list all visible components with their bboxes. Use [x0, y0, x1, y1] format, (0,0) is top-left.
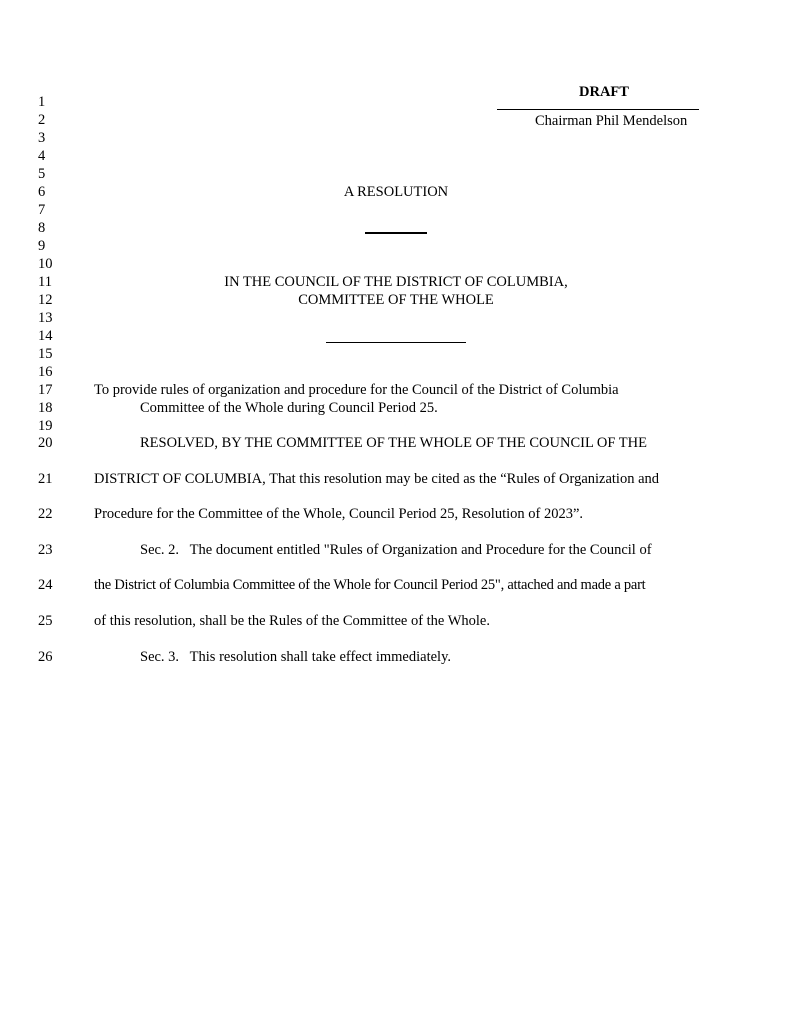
sec3-line: Sec. 3. This resolution shall take effect immediately. [140, 649, 451, 665]
line-number: 11 [38, 274, 52, 290]
line-number: 3 [38, 130, 46, 146]
purpose-line-2: Committee of the Whole during Council Period 25. [140, 400, 438, 416]
line-number: 15 [38, 346, 53, 362]
council-heading-line-2: COMMITTEE OF THE WHOLE [298, 292, 494, 308]
resolved-line-2: DISTRICT OF COLUMBIA, That this resolution may be cited as the “Rules of Organization and [94, 471, 660, 487]
line-number: 26 [38, 649, 53, 665]
heading-rule [326, 342, 466, 343]
line-number: 12 [38, 292, 53, 308]
sponsor-name: Chairman Phil Mendelson [535, 113, 688, 129]
line-number: 9 [38, 238, 46, 254]
line-number: 1 [38, 94, 46, 110]
line-number: 14 [38, 328, 53, 344]
line-number: 6 [38, 184, 46, 200]
resolved-line-3: Procedure for the Committee of the Whole, Council Period 25, Resolution of 2023”. [94, 506, 584, 522]
line-number: 4 [38, 148, 46, 164]
line-number: 24 [38, 577, 53, 593]
line-number: 18 [38, 400, 53, 416]
line-number: 19 [38, 418, 53, 434]
sponsor-rule [497, 109, 699, 110]
sec2-line-2: the District of Columbia Committee of the Whole for Council Period 25", attached and made a part [94, 577, 646, 593]
resolution-title: A RESOLUTION [343, 184, 449, 200]
line-number: 2 [38, 112, 46, 128]
sec2-line-3: of this resolution, shall be the Rules of the Committee of the Whole. [94, 613, 490, 629]
line-number: 10 [38, 256, 53, 272]
line-number: 22 [38, 506, 53, 522]
resolved-line-1: RESOLVED, BY THE COMMITTEE OF THE WHOLE OF THE COUNCIL OF THE [140, 435, 647, 451]
draft-label: DRAFT [579, 84, 629, 100]
line-number: 21 [38, 471, 53, 487]
sec2-line-1: Sec. 2. The document entitled "Rules of Organization and Procedure for the Council of [140, 542, 652, 558]
line-number: 25 [38, 613, 53, 629]
line-number: 17 [38, 382, 53, 398]
council-heading-line-1: IN THE COUNCIL OF THE DISTRICT OF COLUMBIA, [224, 274, 568, 290]
line-number: 7 [38, 202, 46, 218]
line-number: 20 [38, 435, 53, 451]
line-number: 13 [38, 310, 53, 326]
line-number: 23 [38, 542, 53, 558]
line-number: 5 [38, 166, 46, 182]
title-rule [365, 232, 427, 234]
line-number: 16 [38, 364, 53, 380]
line-number: 8 [38, 220, 46, 236]
purpose-line-1: To provide rules of organization and procedure for the Council of the District of Columbia [94, 382, 619, 398]
